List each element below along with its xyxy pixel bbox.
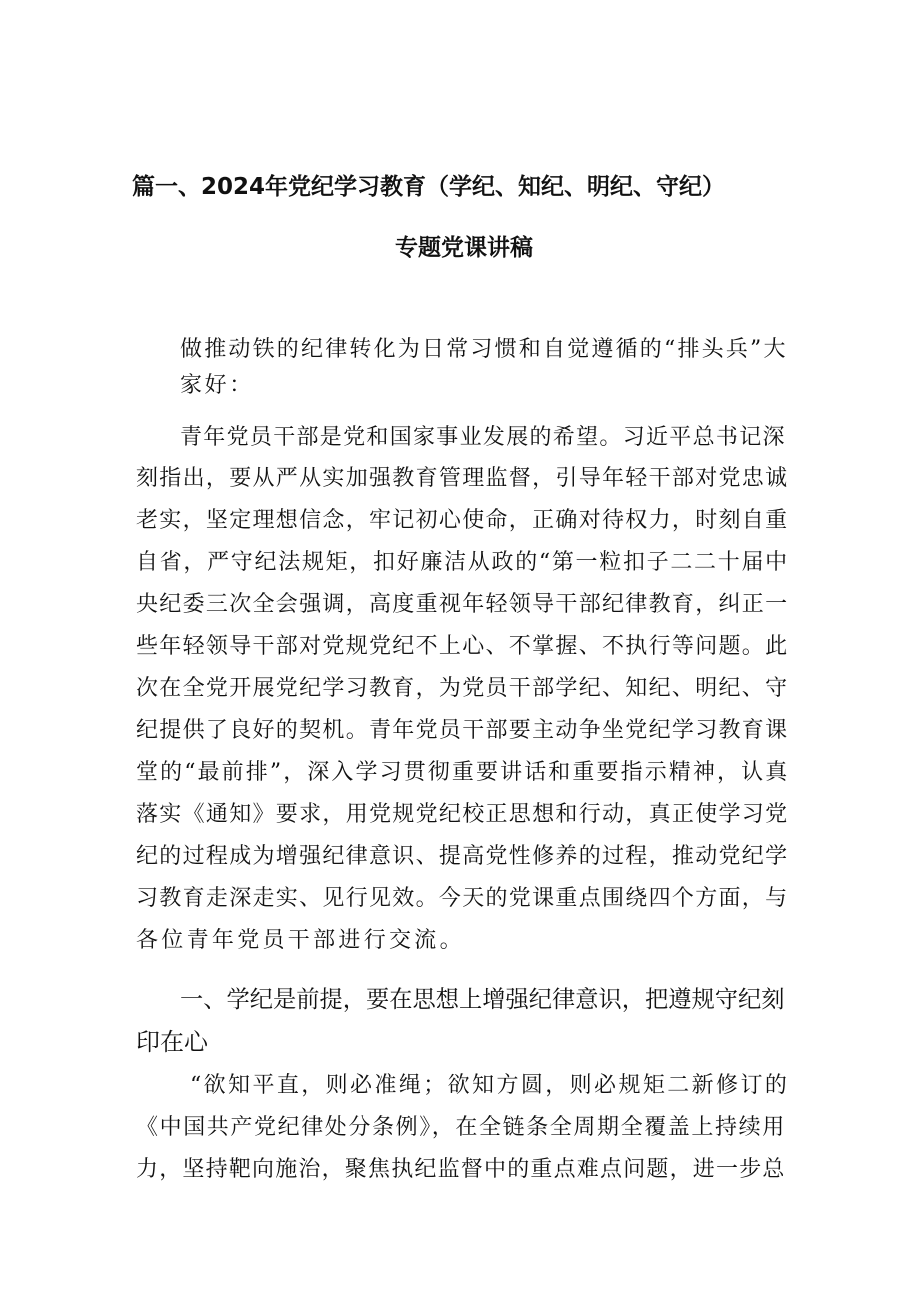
paragraph-line: 刻指出，要从严从实加强教育管理监督，引导年轻干部对党忠诚 [136, 466, 789, 491]
paragraph-line: 青年党员干部是党和国家事业发展的希望。习近平总书记深 [180, 425, 786, 450]
section-heading-line-2: 印在心 [136, 1028, 208, 1056]
document-title-line-1: 篇一、2024年党纪学习教育（学纪、知纪、明纪、守纪） [132, 174, 726, 200]
paragraph-line: 堂的“最前排”，深入学习贯彻重要讲话和重要指示精神，认真 [136, 760, 790, 785]
paragraph-line: 做推动铁的纪律转化为日常习惯和自觉遵循的“排头兵”大 [180, 337, 788, 362]
paragraph-line: 家好： [180, 373, 254, 398]
paragraph-line: 各位青年党员干部进行交流。 [136, 928, 465, 953]
paragraph-line: 力，坚持靶向施治，聚焦执纪监督中的重点难点问题，进一步总 [136, 1157, 786, 1182]
paragraph-line: 老实，坚定理想信念，牢记初心使命，正确对待权力，时刻自重 [136, 508, 789, 533]
paragraph-line: 央纪委三次全会强调，高度重视年轻领导干部纪律教育，纠正一 [136, 592, 789, 617]
paragraph-line: 次在全党开展党纪学习教育，为党员干部学纪、知纪、明纪、守 [136, 676, 789, 701]
paragraph-line: 自省，严守纪法规矩，扣好廉洁从政的“第一粒扣子二二十届中 [136, 550, 789, 575]
section-heading-line-1: 一、学纪是前提，要在思想上增强纪律意识，把遵规守纪刻 [180, 986, 785, 1013]
paragraph-line: 些年轻领导干部对党规党纪不上心、不掌握、不执行等问题。此 [136, 634, 789, 659]
paragraph-line: 落实《通知》要求，用党规党纪校正思想和行动，真正使学习党 [136, 802, 789, 827]
paragraph-line: 《中国共产党纪律处分条例》，在全链条全周期全覆盖上持续用 [136, 1115, 786, 1140]
paragraph-line: 习教育走深走实、见行见效。今天的党课重点围绕四个方面，与 [136, 886, 789, 911]
paragraph-line: “欲知平直，则必准绳；欲知方圆，则必规矩二新修订的 [190, 1073, 790, 1098]
document-title-line-2: 专题党课讲稿 [395, 235, 533, 261]
paragraph-line: 纪的过程成为增强纪律意识、提高党性修养的过程，推动党纪学 [136, 844, 789, 869]
paragraph-line: 纪提供了良好的契机。青年党员干部要主动争坐党纪学习教育课 [136, 718, 789, 743]
